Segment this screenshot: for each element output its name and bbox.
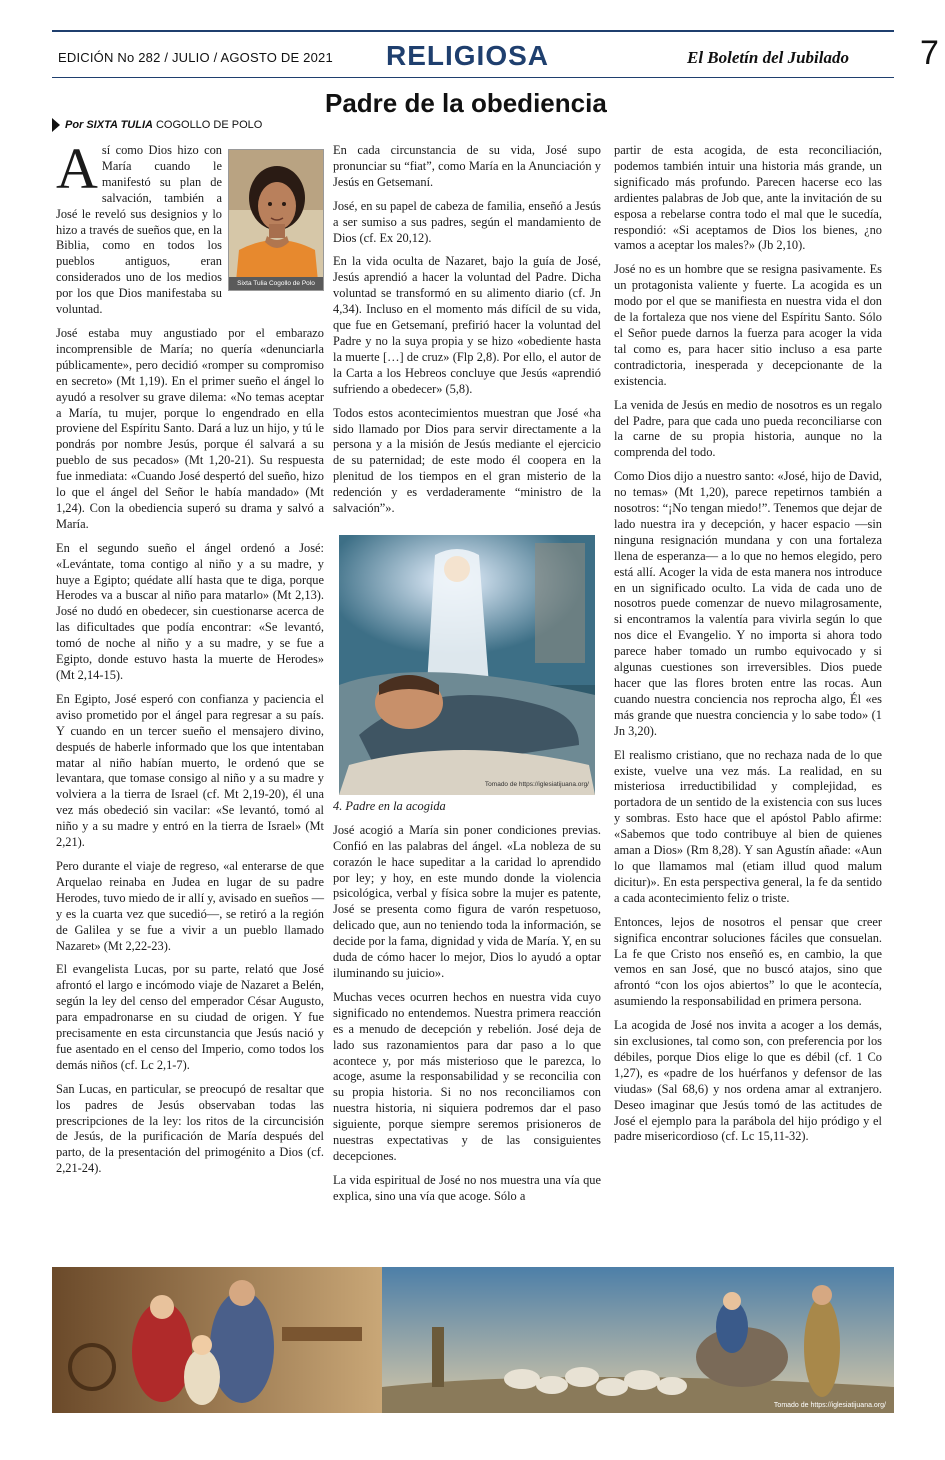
paragraph: [56, 136, 324, 318]
article-title: Padre de la obediencia: [325, 88, 607, 118]
portrait-caption: Sixta Tulia Cogollo de Polo: [229, 277, 323, 290]
paragraph: José, en su papel de cabeza de familia, enseñó a Jesús a ser sumiso a sus padres, según el mandamiento de Dios (cf. Ex 20,12).: [333, 198, 601, 245]
paragraph: San Lucas, en particular, se preocupó de resaltar que los padres de Jesús observaban todas las prescripciones de la ley: los ritos de la circuncisión de Jesús, de la purificación de María después del parto, de la presentación del primogénito a Dios (cf. 2,21-24).: [56, 1081, 324, 1176]
holy-family-banner: [52, 1267, 894, 1413]
paragraph: En el segundo sueño el ángel ordenó a José: «Levántate, toma contigo al niño y a su madre, y huye a Egipto; quédate allí hasta que te diga, porque Herodes va a buscar al niño para matarlo» (Mt 2,13). José no dudó en obedecer, sin cuestionarse acerca de las dificultades que podía encontrar: «Se levantó, tomó de noche al niño y a su madre, y se fue a Egipto, donde estuvo hasta la muerte de Herodes» (Mt 2,14-15).: [56, 540, 324, 682]
paragraph: En la vida oculta de Nazaret, bajo la guía de José, Jesús aprendió a hacer la voluntad del Padre. Dicha voluntad se transformó en su alimento diario (cf. Jn 4,34). Incluso en el momento más difícil de su vida, que fue en Getsemaní, prefirió hacer la voluntad del Padre y no la suya propia y se hizo «obediente hasta la muerte […] de cruz» (Flp 2,8). Por ello, el autor de la Carta a los Hebreos concluye que Jesús «aprendió sufriendo a obedecer» (5,8).: [333, 254, 601, 396]
paragraph: partir de esta acogida, de esta reconciliación, podemos también intuir una historia más grande, un significado más profundo. Parecen hacerse eco las ardientes palabras de Job que, ante la invitación de su esposa a rebelarse contra todo el mal que le sucedía, respondió: «Si aceptamos de Dios los bienes, ¿no vamos a aceptar los males?» (Jb 2,10).: [614, 143, 882, 253]
paragraph: Todos estos acontecimientos muestran que José «ha sido llamado por Dios para servir directamente a la persona y a la misión de Jesús mediante el ejercicio de su paternidad; de este modo él coopera en la plenitud de los tiempos en el gran misterio de la redención y es verdaderamente “ministro de la salvación”».: [333, 405, 601, 516]
author-photo-image: [229, 150, 324, 291]
holy-family-banner-image: [52, 1267, 894, 1413]
edition-info: EDICIÓN No 282 / JULIO / AGOSTO DE 2021: [58, 50, 333, 65]
header-top-rule: [52, 30, 894, 32]
banner-credit: Tomado de https://iglesiatijuana.org/: [773, 1402, 886, 1409]
byline-prefix: Por: [65, 119, 84, 131]
header-bottom-rule: [52, 77, 894, 78]
article-column-3: [614, 143, 882, 1153]
article-column-1: [56, 136, 324, 1185]
paragraph: El realismo cristiano, que no rechaza nada de lo que existe, vuelve una vez más. La realidad, en su misteriosa irreductibilidad y complejidad, es portadora de un sentido de la existencia con sus luces y sombras. Esto hace que el apóstol Pablo afirme: «Sabemos que todo contribuye al bien de quienes aman a Dios» (Rm 8,28). Y san Agustín añade: «Aun lo que llamamos mal (etiam illud quod malum dicitur)». En esta perspectiva general, la fe da sentido a cada acontecimiento feliz o triste.: [614, 747, 882, 905]
paragraph: Pero durante el viaje de regreso, «al enterarse de que Arquelao reinaba en Judea en lugar de su padre Herodes, tuvo miedo de ir allí y, avisado en sueños —y es la cuarta vez que sucedió—, se retiró a la región de Galilea y se fue a vivir a un pueblo llamado Nazaret» (Mt 2,22-23).: [56, 858, 324, 953]
byline-author-last: COGOLLO DE POLO: [155, 119, 263, 131]
triangle-marker-icon: [52, 118, 60, 132]
illustration-caption: 4. Padre en la acogida: [333, 798, 446, 813]
byline-author-first: SIXTA TULIA: [86, 119, 153, 131]
paragraph: José no es un hombre que se resigna pasivamente. Es un protagonista valiente y fuerte. La acogida es un modo por el que se manifiesta en nuestra vida el don de la fortaleza que nos viene del Espíritu Santo. Sólo el Señor puede darnos la fuerza para acoger la vida tal como es, para hacer sitio incluso a esa parte contradictoria, inesperada y decepcionante de la existencia.: [614, 262, 882, 388]
author-portrait: [228, 149, 324, 291]
page-number: 7: [920, 34, 939, 72]
paragraph: En Egipto, José esperó con confianza y paciencia el aviso prometido por el ángel para regresar a su país. Y cuando en un tercer sueño el mensajero divino, después de haberle informado que los que intentaban matar al niño habían muerto, le ordenó que se levantara, que tomase consigo al niño y a su madre y volviera a la tierra de Israel (cf. Mt 2,19-20), él una vez más obedeció sin vacilar: «Se levantó, tomó al niño y a su madre y entró en la tierra de Israel» (Mt 2,21).: [56, 691, 324, 850]
paragraph: La acogida de José nos invita a acoger a los demás, sin exclusiones, tal como son, con preferencia por los débiles, porque Dios elige lo que es débil (cf. 1 Co 1,27), es «padre de los huérfanos y defensor de las viudas» (Sal 68,6) y nos ordena amar al extranjero. Deseo imaginar que Jesús tomó de las actitudes de José el ejemplo para la parábola del hijo pródigo y el padre misericordioso (cf. Lc 15,11-32).: [614, 1018, 882, 1144]
paragraph: La vida espiritual de José no nos muestra una vía que explica, sino una vía que acoge. Sólo a: [333, 1172, 601, 1203]
section-title: RELIGIOSA: [386, 40, 550, 71]
newspaper-name: El Boletín del Jubilado: [687, 48, 849, 67]
joseph-dream-image: [339, 535, 595, 795]
paragraph: El evangelista Lucas, por su parte, relató que José afrontó el largo e incómodo viaje de Nazaret a Belén, según la ley del censo del emperador César Augusto, para empadronarse en su ciudad de origen. Y fue precisamente en esta circunstancia que Jesús nació y fue asentado en el censo del Imperio, como todos los demás niños (cf. Lc 2,1-7).: [56, 962, 324, 1072]
paragraph: José acogió a María sin poner condiciones previas. Confió en las palabras del ángel. «La nobleza de su corazón le hace supeditar a la caridad lo aprendido por ley; y hoy, en este mundo donde la violencia psicológica, verbal y física sobre la mujer es patente, José se presenta como figura de varón respetuoso, delicado que, aun no teniendo toda la información, se decide por la fama, dignidad y vida de María. Y, en su duda de cómo hacer lo mejor, Dios lo ayudó a optar iluminando su juicio».: [333, 822, 601, 980]
byline: [52, 118, 262, 132]
illustration-credit: Tomado de https://iglesiatijuana.org/: [484, 781, 589, 789]
paragraph-text: sí como Dios hizo con María cuando le manifestó su plan de salvación, también a José le reveló sus designios y lo hizo a través de sueños que, en la Biblia, como en todos los pueblos antiguos, eran considerados uno de los medios por los que Dios manifestaba su voluntad.: [56, 143, 222, 317]
drop-cap: A: [56, 136, 98, 201]
paragraph: Entonces, lejos de nosotros el pensar que creer significa encontrar soluciones fáciles que consuelan. La fe que Cristo nos enseñó es, en cambio, la que vemos en san José, que no buscó atajos, sino que afrontó “con los ojos abiertos” lo que le acontecía, asumiendo la responsabilidad en primera persona.: [614, 914, 882, 1009]
page-header: [52, 30, 939, 78]
paragraph: La venida de Jesús en medio de nosotros es un regalo del Padre, para que cada uno pueda reconciliarse con la carne de su propia historia, aunque no la comprenda del todo.: [614, 397, 882, 460]
article-column-2: [333, 143, 601, 1213]
paragraph: Muchas veces ocurren hechos en nuestra vida cuyo significado no entendemos. Nuestra primera reacción es a menudo de decepción y rebelión. José deja de lado sus razonamientos para dar paso a lo que acontece y, por más misterioso que le parezca, lo acoge, asume la responsabilidad y se reconcilia con su propia historia. Si no nos reconciliamos con nuestra historia, ni siquiera podremos dar el paso siguiente, porque siempre seremos prisioneros de nuestras expectativas y de las consiguientes decepciones.: [333, 989, 601, 1163]
paragraph: En cada circunstancia de su vida, José supo pronunciar su “fiat”, como María en la Anunciación y Jesús en Getsemaní.: [333, 143, 601, 189]
paragraph: Como Dios dijo a nuestro santo: «José, hijo de David, no temas» (Mt 1,20), parece repetirnos también a nosotros: “¡No tengan miedo!”. Tenemos que dejar de lado nuestra ira y decepción, y hacer espacio —sin ninguna resignación mundana y con una fortaleza llena de esperanza— a lo que no hemos elegido, pero está allí. Acoger la vida de esta manera nos introduce en un significado oculto. La vida de cada uno de nosotros puede comenzar de nuevo milagrosamente, si encontramos la valentía para vivirla según lo que nos dice el Evangelio. Y no importa si ahora todo parece haber tomado un rumbo equivocado y si algunas cuestiones son irreversibles. Dios puede hacer que las flores broten entre las rocas. Aun cuando nuestra conciencia nos reprocha algo, Él «es más grande que nuestra conciencia y lo sabe todo» (1 Jn 3,20).: [614, 469, 882, 738]
paragraph: José estaba muy angustiado por el embarazo incomprensible de María; no quería «denunciarla públicamente», pero decidió «romper su compromiso en secreto» (Mt 1,19). En el primer sueño el ángel lo ayudó a resolver su grave dilema: «No temas aceptar a María, tu mujer, porque lo engendrado en ella proviene del Espíritu Santo. Dará a luz un hijo, y tú le pondrás por nombre Jesús, porque él salvará a su pueblo de sus pecados» (Mt 1,20-21). Su respuesta fue inmediata: «Cuando José despertó del sueño, hizo lo que el ángel del Señor le había mandado» (Mt 1,24). Con la obediencia superó su drama y salvó a María.: [56, 325, 324, 531]
joseph-dream-illustration: [339, 535, 595, 795]
